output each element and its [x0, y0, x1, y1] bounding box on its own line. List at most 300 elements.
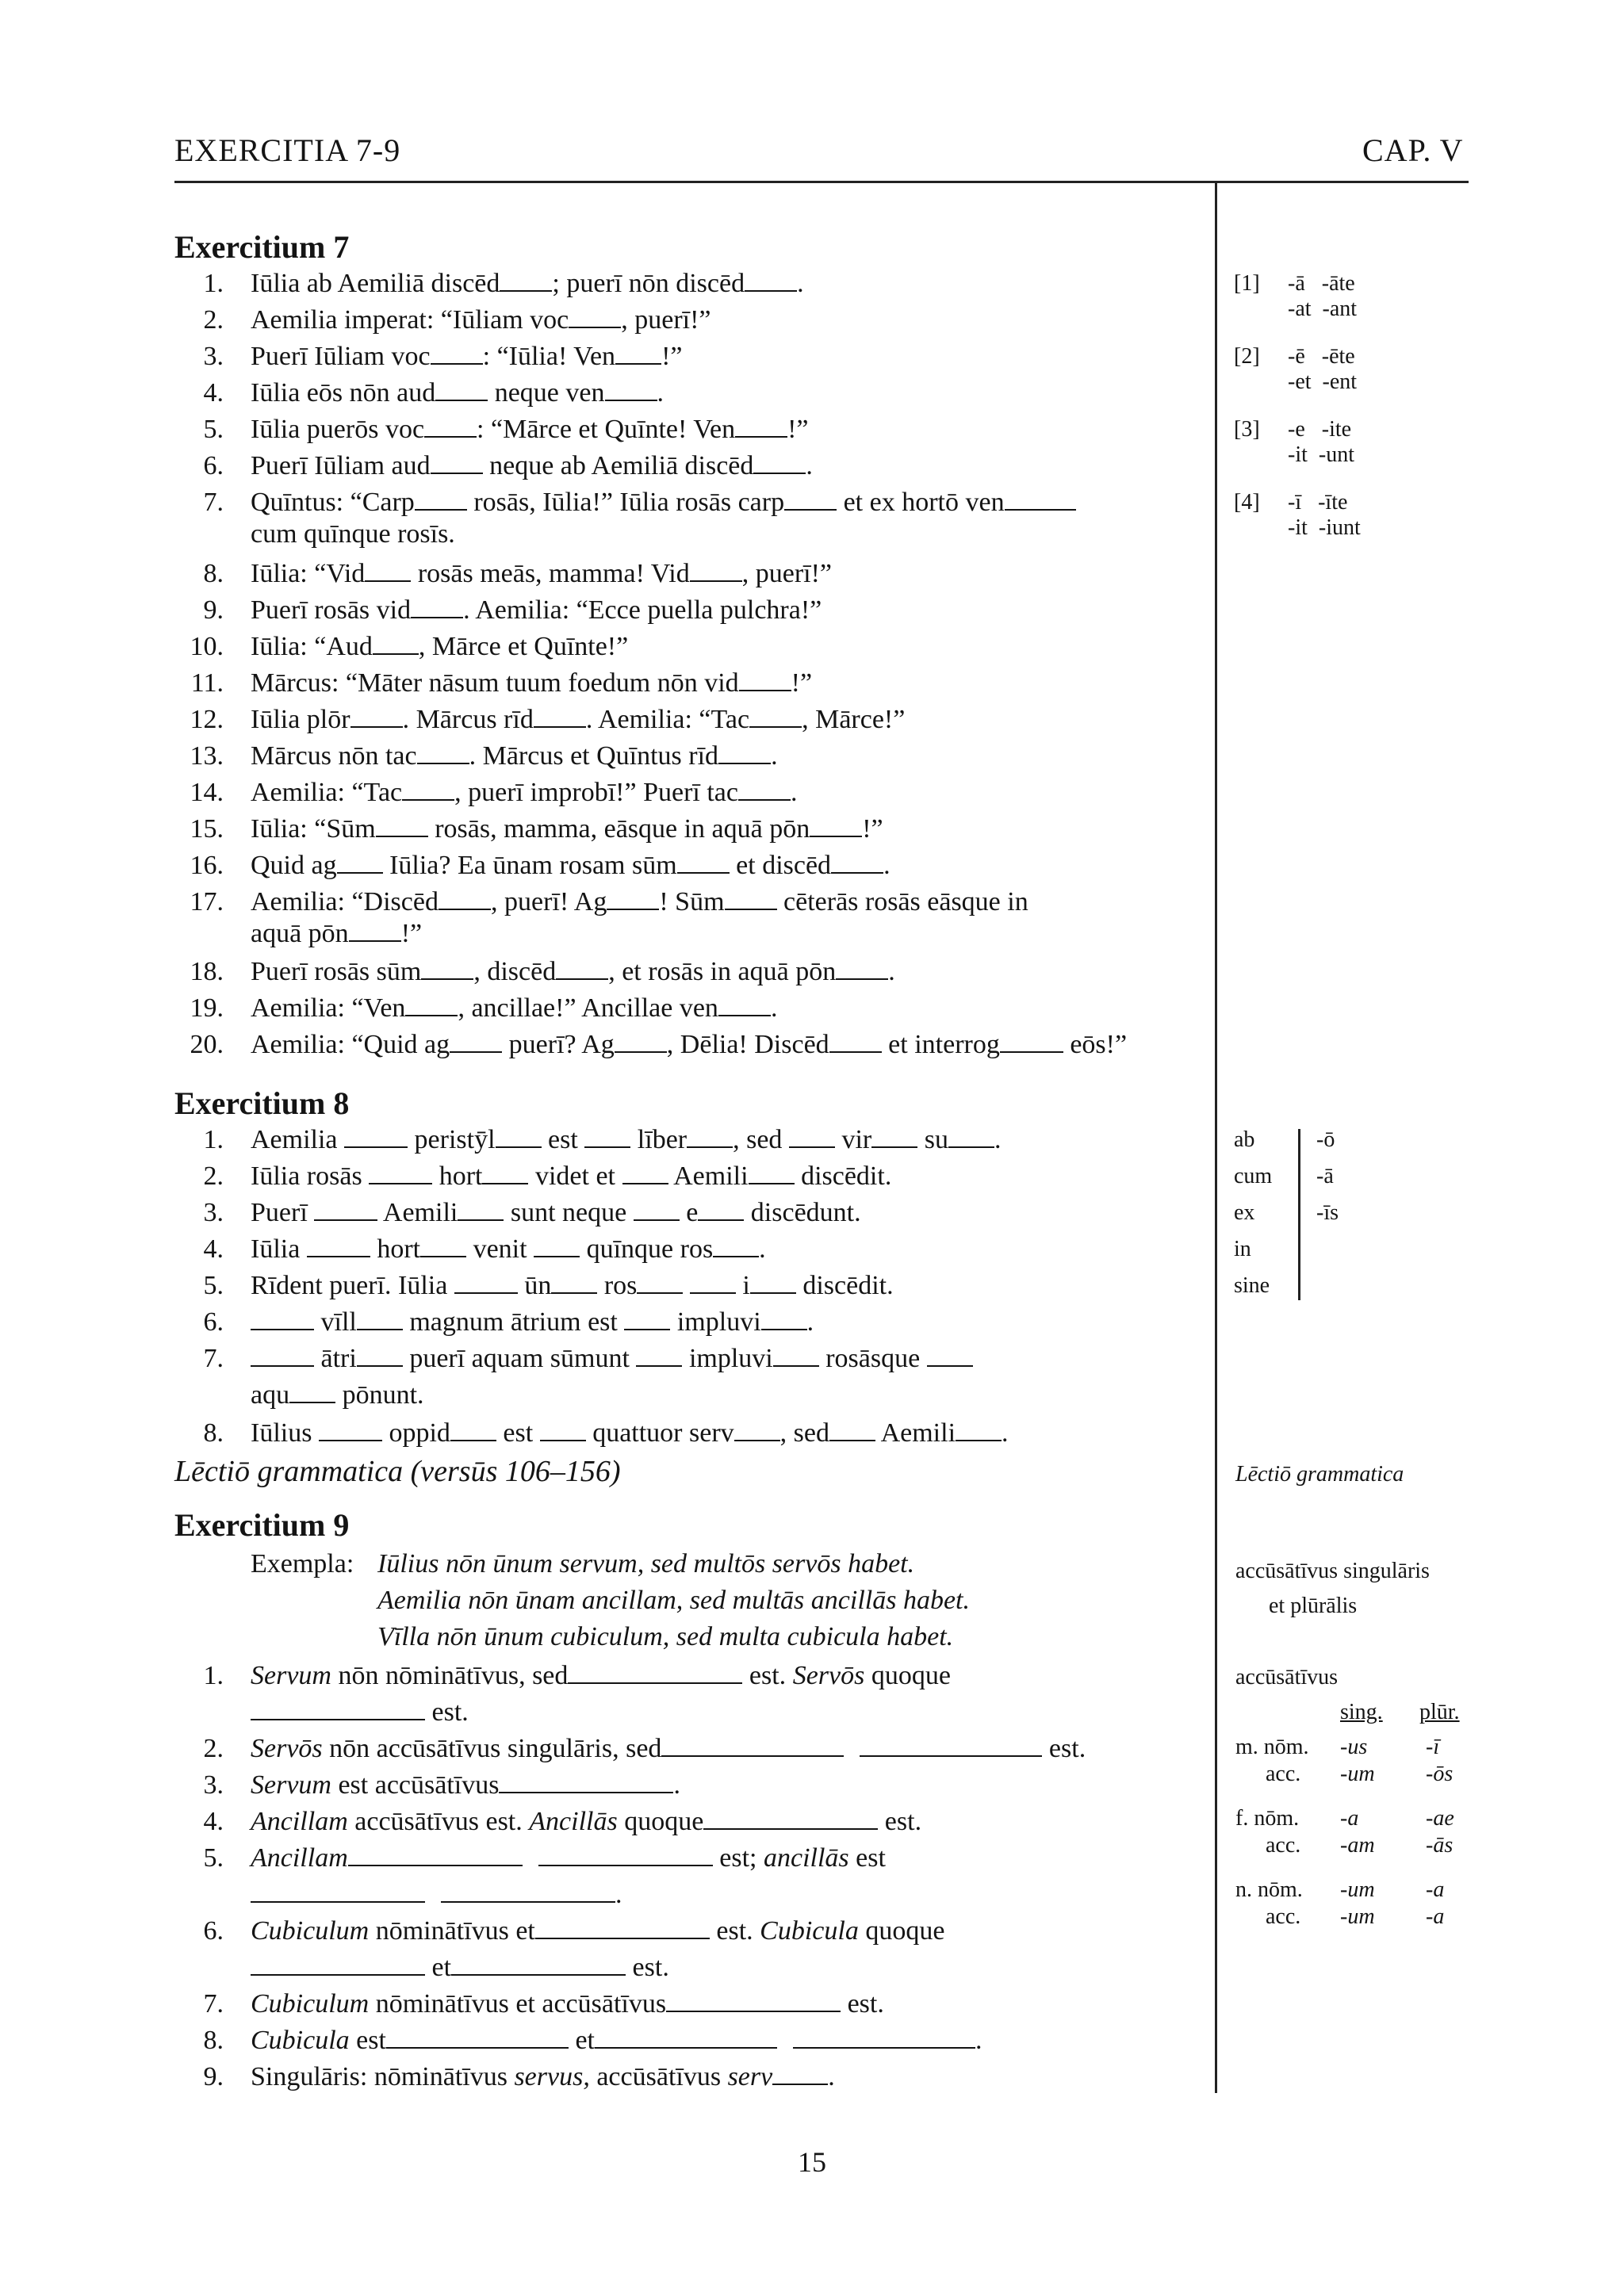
text-segment: oppid: [381, 1418, 450, 1448]
item-text: [251, 517, 455, 552]
answer-blank[interactable]: [417, 742, 469, 764]
text-segment: est: [848, 1843, 886, 1873]
answer-blank[interactable]: [749, 706, 802, 728]
answer-blank[interactable]: [607, 888, 659, 910]
answer-blank[interactable]: [761, 1308, 807, 1330]
answer-blank[interactable]: [538, 1844, 713, 1866]
singular-ending: -um: [1340, 1904, 1375, 1929]
item-text: [251, 303, 711, 338]
text-segment: impluvi: [670, 1307, 761, 1337]
answer-blank[interactable]: [666, 1990, 841, 2012]
text-segment: Quīntus: “Carp: [251, 488, 415, 517]
text-segment: peristȳl: [408, 1125, 496, 1154]
answer-blank[interactable]: [405, 994, 458, 1016]
exempla-label: Exempla:: [251, 1549, 354, 1578]
text-segment: , et rosās in aquā pōn: [608, 957, 837, 986]
answer-blank[interactable]: [540, 1419, 586, 1441]
answer-blank[interactable]: [595, 2026, 777, 2049]
answer-blank[interactable]: [251, 1954, 425, 1976]
text-segment: accūsātīvus est.: [347, 1807, 530, 1836]
example-sentence: Aemilia nōn ūnam ancillam, sed multās ancillās habet.: [377, 1586, 970, 1615]
answer-blank[interactable]: [402, 779, 454, 801]
answer-blank[interactable]: [357, 1308, 403, 1330]
answer-blank[interactable]: [773, 1345, 819, 1367]
answer-blank[interactable]: [251, 1345, 314, 1367]
answer-blank[interactable]: [690, 560, 742, 582]
answer-blank[interactable]: [411, 596, 463, 618]
item-text: [251, 557, 832, 591]
ex9-side-note-1: accūsātīvus singulāris: [1235, 1559, 1430, 1583]
text-segment: est: [496, 1418, 540, 1448]
text-segment: est.: [742, 1661, 793, 1690]
answer-blank[interactable]: [784, 488, 837, 511]
text-segment: servus,: [514, 2062, 590, 2091]
answer-blank[interactable]: [829, 1031, 882, 1053]
text-segment: Puerī rosās sūm: [251, 957, 422, 986]
answer-blank[interactable]: [739, 669, 791, 691]
text-segment: e: [679, 1198, 699, 1227]
item-number: 1.: [203, 269, 224, 298]
answer-blank[interactable]: [622, 1162, 668, 1184]
item-number: 7.: [203, 488, 224, 517]
answer-blank[interactable]: [357, 1345, 403, 1367]
answer-blank[interactable]: [314, 1199, 377, 1221]
case-label: acc.: [1266, 1833, 1301, 1858]
item-text: [251, 1950, 669, 1985]
answer-blank[interactable]: [634, 1199, 680, 1221]
item-text: [251, 1416, 1009, 1451]
text-segment: Iūlia: [251, 1234, 307, 1264]
text-segment: . Mārcus et Quīntus rīd: [469, 741, 719, 771]
answer-blank[interactable]: [350, 706, 403, 728]
item-text: [251, 412, 809, 447]
example-sentence: Vīlla nōn ūnum cubiculum, sed multa cubicula habet.: [377, 1622, 954, 1651]
answer-blank[interactable]: [772, 2063, 828, 2085]
item-number: 2.: [203, 1734, 224, 1763]
item-text: [251, 1159, 891, 1194]
preposition: ex: [1234, 1200, 1255, 1225]
item-number: 6.: [203, 1916, 224, 1946]
answer-blank[interactable]: [810, 815, 862, 837]
text-segment: Ancillam: [251, 1807, 348, 1836]
answer-blank[interactable]: [365, 560, 411, 582]
text-segment: , ancillae!” Ancillae ven: [458, 993, 718, 1023]
item-number: 4.: [203, 378, 224, 408]
answer-blank[interactable]: [496, 1126, 542, 1148]
conjugation-endings: -ē -ēte: [1288, 344, 1355, 369]
answer-blank[interactable]: [535, 1917, 710, 1939]
item-number: 1.: [203, 1125, 224, 1154]
text-segment: et: [568, 2026, 595, 2055]
text-segment: Mārcus: “Māter nāsum tuum foedum nōn vid: [251, 668, 739, 698]
case-label: f. nōm.: [1235, 1806, 1300, 1831]
answer-blank[interactable]: [441, 1881, 615, 1903]
conjugation-label: [1]: [1234, 271, 1260, 296]
answer-blank[interactable]: [415, 488, 467, 511]
text-segment: Iūlia rosās: [251, 1161, 370, 1191]
text-segment: , sed: [779, 1418, 829, 1448]
item-number: 15.: [190, 814, 224, 844]
conjugation-label: [4]: [1234, 490, 1260, 515]
plural-ending: -ōs: [1426, 1762, 1454, 1786]
answer-blank[interactable]: [420, 1235, 466, 1257]
answer-blank[interactable]: [534, 706, 586, 728]
item-number: 3.: [203, 342, 224, 371]
text-segment: neque ven: [488, 378, 605, 408]
text-segment: cum quīnque rosīs.: [251, 519, 455, 549]
answer-blank[interactable]: [337, 851, 383, 874]
answer-blank[interactable]: [556, 958, 608, 980]
ex7-title: Exercitium 7: [174, 229, 350, 265]
answer-blank[interactable]: [435, 379, 488, 401]
item-text: [251, 702, 905, 737]
plural-ending: -ae: [1426, 1806, 1454, 1831]
answer-blank[interactable]: [718, 994, 771, 1016]
item-number: 8.: [203, 2026, 224, 2055]
item-number: 17.: [190, 887, 224, 916]
text-segment: Iūlia puerōs voc: [251, 415, 425, 444]
answer-blank[interactable]: [251, 1308, 314, 1330]
text-segment: . Aemilia: “Ecce puella pulchra!”: [463, 595, 822, 625]
answer-blank[interactable]: [871, 1126, 917, 1148]
text-segment: Iūlius: [251, 1418, 319, 1448]
text-segment: ros: [597, 1271, 638, 1300]
text-segment: .: [828, 2062, 835, 2091]
item-number: 9.: [203, 2062, 224, 2091]
conjugation-endings: -et -ent: [1288, 369, 1358, 394]
text-segment: , Mārce et Quīnte!”: [418, 632, 629, 661]
text-segment: Iūlia plōr: [251, 705, 350, 734]
answer-blank[interactable]: [690, 1272, 736, 1294]
text-segment: i: [735, 1271, 750, 1300]
text-segment: .: [770, 993, 778, 1023]
item-text: [251, 1305, 814, 1340]
text-segment: , puerī!”: [621, 305, 711, 335]
text-segment: !”: [862, 814, 883, 844]
text-segment: .: [994, 1125, 1002, 1154]
text-segment: Puerī: [251, 1198, 315, 1227]
item-text: [251, 991, 777, 1026]
text-segment: !”: [791, 668, 813, 698]
answer-blank[interactable]: [793, 2026, 975, 2049]
item-text: [251, 1027, 1127, 1062]
answer-blank[interactable]: [454, 1272, 518, 1294]
text-segment: discēdit.: [795, 1271, 894, 1300]
text-segment: vir: [834, 1125, 872, 1154]
text-segment: est.: [425, 1697, 469, 1727]
item-text: [251, 1914, 944, 1949]
item-text: [251, 1659, 951, 1693]
text-segment: ; puerī nōn discēd: [552, 269, 745, 298]
preposition-divider: [1298, 1129, 1300, 1300]
answer-blank[interactable]: [431, 452, 483, 474]
answer-blank[interactable]: [636, 1345, 682, 1367]
text-segment: est.: [878, 1807, 922, 1836]
text-segment: Singulāris: nōminātīvus: [251, 2062, 515, 2091]
item-text: [251, 1732, 1086, 1766]
text-segment: su: [917, 1125, 948, 1154]
text-segment: quattuor serv: [585, 1418, 734, 1448]
item-number: 14.: [190, 778, 224, 807]
answer-blank[interactable]: [451, 1954, 626, 1976]
answer-blank[interactable]: [735, 415, 787, 438]
conjugation-endings: -at -ant: [1288, 297, 1358, 321]
item-number: 6.: [203, 1307, 224, 1337]
answer-blank[interactable]: [734, 1419, 780, 1441]
running-head-right: CAP. V: [1362, 132, 1464, 168]
answer-blank[interactable]: [661, 1735, 844, 1757]
text-segment: .: [759, 1234, 766, 1264]
conjugation-label: [2]: [1234, 344, 1260, 369]
answer-blank[interactable]: [534, 1235, 580, 1257]
text-segment: .: [806, 451, 813, 480]
text-segment: est;: [712, 1843, 764, 1873]
answer-blank[interactable]: [348, 1844, 523, 1866]
item-text: [251, 1196, 861, 1230]
ablative-ending: -ō: [1316, 1127, 1335, 1152]
ex9-side-note-3: accūsātīvus: [1235, 1665, 1339, 1689]
item-text: [251, 339, 682, 374]
answer-blank[interactable]: [745, 270, 797, 292]
answer-blank[interactable]: [1000, 1031, 1063, 1053]
text-segment: Aemilia: “Ven: [251, 993, 406, 1023]
conjugation-endings: -it -unt: [1288, 442, 1354, 467]
answer-blank[interactable]: [450, 1031, 502, 1053]
answer-blank[interactable]: [551, 1272, 597, 1294]
item-text: [251, 1877, 622, 1912]
text-segment: cēterās rosās eāsque in: [776, 887, 1028, 916]
case-label: m. nōm.: [1235, 1735, 1309, 1759]
plural-ending: -a: [1426, 1877, 1445, 1902]
answer-blank[interactable]: [749, 1162, 795, 1184]
item-number: 3.: [203, 1198, 224, 1227]
item-text: [251, 1378, 424, 1413]
text-segment: Aemilia: “Discēd: [251, 887, 439, 916]
ex8-title: Exercitium 8: [174, 1085, 350, 1121]
item-number: 20.: [190, 1030, 224, 1059]
text-segment: Aemilia: “Quid ag: [251, 1030, 450, 1059]
answer-blank[interactable]: [500, 270, 552, 292]
ex9-title: Exercitium 9: [174, 1507, 350, 1543]
text-segment: quoque: [617, 1807, 704, 1836]
item-number: 12.: [190, 705, 224, 734]
conjugation-endings: -ī -īte: [1288, 490, 1348, 515]
text-segment: sunt neque: [504, 1198, 634, 1227]
answer-blank[interactable]: [605, 379, 657, 401]
text-segment: rosāsque: [818, 1344, 927, 1373]
decl-col-plur: plūr.: [1419, 1700, 1460, 1724]
text-segment: .: [975, 2026, 982, 2055]
item-number: 5.: [203, 1843, 224, 1873]
text-segment: Aemili: [875, 1418, 956, 1448]
text-segment: !”: [400, 919, 423, 948]
answer-blank[interactable]: [349, 920, 401, 942]
text-segment: est.: [841, 1989, 884, 2019]
conjugation-endings: -e -ite: [1288, 417, 1352, 442]
text-segment: Aemilia: [251, 1125, 345, 1154]
text-segment: līber: [630, 1125, 688, 1154]
case-label: acc.: [1266, 1762, 1301, 1786]
text-segment: nōn accūsātīvus singulāris, sed: [322, 1734, 662, 1763]
text-segment: eōs!”: [1063, 1030, 1128, 1059]
text-segment: [683, 1271, 690, 1300]
answer-blank[interactable]: [319, 1419, 382, 1441]
answer-blank[interactable]: [956, 1419, 1002, 1441]
item-text: [251, 666, 812, 701]
text-segment: quoque: [864, 1661, 951, 1690]
text-segment: .: [771, 741, 778, 771]
text-segment: Mārcus nōn tac: [251, 741, 417, 771]
answer-blank[interactable]: [439, 888, 491, 910]
lectio-side-note: Lēctiō grammatica: [1235, 1462, 1404, 1487]
item-number: 9.: [203, 595, 224, 625]
answer-blank[interactable]: [376, 815, 428, 837]
text-segment: nōn nōminātīvus, sed: [331, 1661, 569, 1690]
answer-blank[interactable]: [860, 1735, 1042, 1757]
item-text: [251, 266, 804, 301]
answer-blank[interactable]: [482, 1162, 528, 1184]
text-segment: et discēd: [729, 851, 832, 880]
item-text: [251, 1987, 884, 2022]
answer-blank[interactable]: [831, 851, 883, 874]
text-segment: Cubicula: [760, 1916, 859, 1946]
text-segment: rosās, Iūlia!” Iūlia rosās carp: [466, 488, 785, 517]
item-text: [251, 739, 778, 774]
text-segment: . Mārcus rīd: [402, 705, 534, 734]
singular-ending: -um: [1340, 1877, 1375, 1902]
singular-ending: -us: [1340, 1735, 1368, 1759]
item-text: [251, 485, 1076, 520]
answer-blank[interactable]: [927, 1345, 973, 1367]
text-segment: vīll: [314, 1307, 357, 1337]
answer-blank[interactable]: [948, 1126, 994, 1148]
answer-blank[interactable]: [753, 452, 806, 474]
answer-blank[interactable]: [637, 1272, 683, 1294]
answer-blank[interactable]: [698, 1199, 744, 1221]
page-number: 15: [798, 2146, 826, 2178]
answer-blank[interactable]: [307, 1235, 370, 1257]
answer-blank[interactable]: [344, 1126, 408, 1148]
text-segment: ūn: [517, 1271, 552, 1300]
text-segment: est.: [709, 1916, 760, 1946]
answer-blank[interactable]: [251, 1881, 425, 1903]
answer-blank[interactable]: [458, 1199, 504, 1221]
text-segment: Iūlia: “Vid: [251, 559, 366, 588]
answer-blank[interactable]: [750, 1272, 796, 1294]
answer-blank[interactable]: [687, 1126, 733, 1148]
singular-ending: -am: [1340, 1833, 1375, 1858]
text-segment: Servum: [251, 1661, 331, 1690]
answer-blank[interactable]: [725, 888, 777, 910]
text-segment: Iūlia ab Aemiliā discēd: [251, 269, 500, 298]
text-segment: est accūsātīvus: [331, 1770, 500, 1800]
answer-blank[interactable]: [369, 1162, 432, 1184]
text-segment: !”: [787, 415, 809, 444]
text-segment: quīnque ros: [580, 1234, 714, 1264]
answer-blank[interactable]: [431, 342, 483, 365]
text-segment: .: [883, 851, 891, 880]
singular-ending: -um: [1340, 1762, 1375, 1786]
answer-blank[interactable]: [703, 1808, 878, 1830]
header-rule: [174, 181, 1469, 183]
example-sentence: Iūlius nōn ūnum servum, sed multōs servōs habet.: [377, 1549, 915, 1578]
text-segment: : “Iūlia! Ven: [482, 342, 616, 371]
text-segment: , sed: [733, 1125, 789, 1154]
item-text: [251, 916, 422, 951]
text-segment: nōminātīvus et: [369, 1916, 535, 1946]
answer-blank[interactable]: [1005, 488, 1076, 511]
text-segment: , puerī! Ag: [490, 887, 607, 916]
ex9-side-note-2: et plūrālis: [1269, 1594, 1358, 1618]
answer-blank[interactable]: [677, 851, 730, 874]
answer-blank[interactable]: [789, 1126, 835, 1148]
item-text: [251, 1123, 1001, 1158]
answer-blank[interactable]: [624, 1308, 670, 1330]
text-segment: puerī aquam sūmunt: [402, 1344, 637, 1373]
text-segment: serv: [727, 2062, 773, 2091]
item-text: [251, 775, 797, 810]
plural-ending: -ī: [1426, 1735, 1440, 1759]
answer-blank[interactable]: [615, 342, 661, 365]
answer-blank[interactable]: [713, 1235, 759, 1257]
answer-blank[interactable]: [450, 1419, 496, 1441]
conjugation-endings: -it -iunt: [1288, 515, 1361, 540]
answer-blank[interactable]: [836, 958, 888, 980]
answer-blank[interactable]: [251, 1698, 425, 1720]
preposition: cum: [1234, 1164, 1273, 1188]
text-segment: .: [806, 1307, 814, 1337]
text-segment: discēdit.: [794, 1161, 892, 1191]
item-text: [251, 885, 1028, 920]
text-segment: Servōs: [251, 1734, 323, 1763]
answer-blank[interactable]: [373, 633, 419, 655]
item-number: 13.: [190, 741, 224, 771]
running-head-left: EXERCITIA 7-9: [174, 132, 401, 168]
text-segment: , Mārce!”: [802, 705, 906, 734]
item-number: 7.: [203, 1989, 224, 2019]
text-segment: , discēd: [473, 957, 557, 986]
text-segment: impluvi: [682, 1344, 773, 1373]
answer-blank[interactable]: [499, 1771, 673, 1793]
answer-blank[interactable]: [569, 306, 621, 328]
text-segment: .: [1002, 1418, 1009, 1448]
answer-blank[interactable]: [568, 1662, 742, 1684]
answer-blank[interactable]: [615, 1031, 667, 1053]
text-segment: hort: [432, 1161, 483, 1191]
text-segment: hort: [370, 1234, 421, 1264]
item-text: [251, 1841, 886, 1876]
answer-blank[interactable]: [421, 958, 473, 980]
text-segment: aqu: [251, 1380, 290, 1410]
text-segment: Puerī Iūliam voc: [251, 342, 431, 371]
text-segment: Iūlia eōs nōn aud: [251, 378, 436, 408]
answer-blank[interactable]: [289, 1381, 335, 1403]
answer-blank[interactable]: [584, 1126, 630, 1148]
text-segment: Iūlia? Ea ūnam rosam sūm: [382, 851, 677, 880]
text-segment: Cubiculum: [251, 1916, 370, 1946]
answer-blank[interactable]: [738, 779, 791, 801]
answer-blank[interactable]: [718, 742, 771, 764]
item-number: 8.: [203, 1418, 224, 1448]
answer-blank[interactable]: [424, 415, 477, 438]
answer-blank[interactable]: [829, 1419, 875, 1441]
answer-blank[interactable]: [386, 2026, 569, 2049]
text-segment: pōnunt.: [335, 1380, 424, 1410]
text-segment: Cubicula: [251, 2026, 350, 2055]
text-segment: puerī? Ag: [502, 1030, 615, 1059]
text-segment: Cubiculum: [251, 1989, 370, 2019]
text-segment: ! Sūm: [659, 887, 725, 916]
